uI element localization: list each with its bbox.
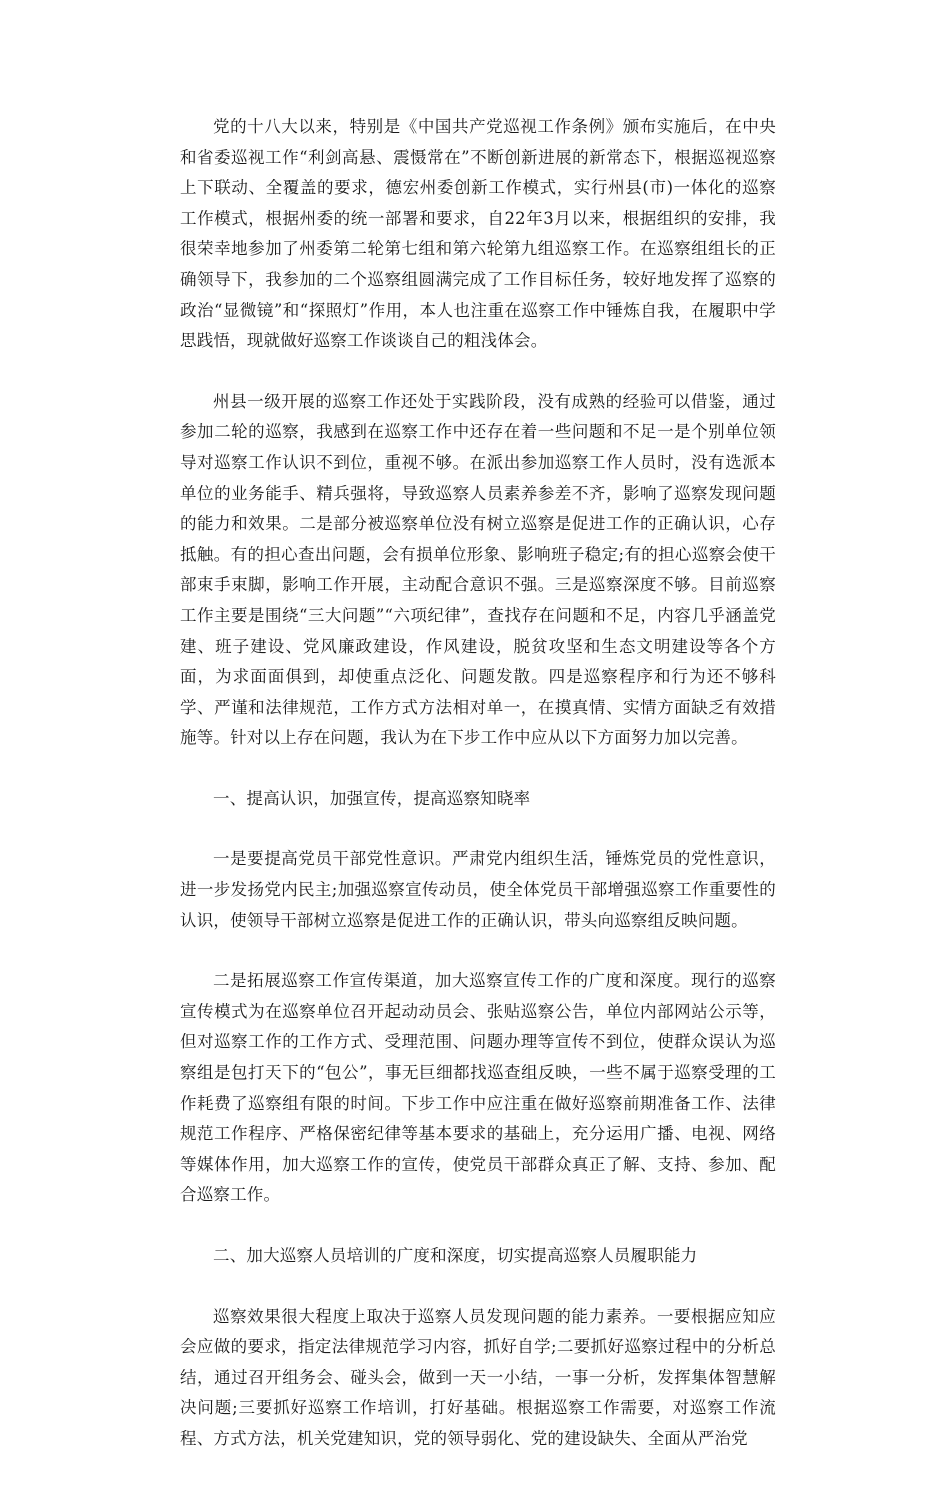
paragraph-point-2: 二是拓展巡察工作宣传渠道，加大巡察宣传工作的广度和深度。现行的巡察宣传模式为在巡察单位召开起动动员会、张贴巡察公告，单位内部网站公示等，但对巡察工作的工作方式、受理范围、问题办理等宣传不到位，使群众误认为巡察组是包打天下的“包公”，事无巨细都找巡查组反映，一些不属于巡察受理的工作耗费了巡察组有限的时间。下步工作中应注重在做好巡察前期准备工作、法律规范工作程序、严格保密纪律等基本要求的基础上，充分运用广播、电视、网络等媒体作用，加大巡察工作的宣传，使党员干部群众真正了解、支持、参加、配合巡察工作。 <box>180 971 776 1205</box>
paragraph-point-1: 一是要提高党员干部党性意识。严肃党内组织生活，锤炼党员的党性意识，进一步发扬党内民主;加强巡察宣传动员，使全体党员干部增强巡察工作重要性的认识，使领导干部树立巡察是促进工作的正确认识，带头向巡察组反映问题。 <box>180 849 776 930</box>
section-heading-1: 一、提高认识，加强宣传，提高巡察知晓率 <box>213 788 531 808</box>
paragraph-problems: 州县一级开展的巡察工作还处于实践阶段，没有成熟的经验可以借鉴，通过参加二轮的巡察，我感到在巡察工作中还存在着一些问题和不足一是个别单位领导对巡察工作认识不到位，重视不够。在派出参加巡察工作人员时，没有选派本单位的业务能手、精兵强将，导致巡察人员素养参差不齐，影响了巡察发现问题的能力和效果。二是部分被巡察单位没有树立巡察是促进工作的正确认识，心存抵触。有的担心查出问题，会有损单位形象、影响班子稳定;有的担心巡察会使干部束手束脚，影响工作开展，主动配合意识不强。三是巡察深度不够。目前巡察工作主要是围绕“三大问题”“六项纪律”，查找存在问题和不足，内容几乎涵盖党建、班子建设、党风廉政建设，作风建设，脱贫攻坚和生态文明建设等各个方面，为求面面俱到，却使重点泛化、问题发散。四是巡察程序和行为还不够科学、严谨和法律规范，工作方式方法相对单一，在摸真情、实情方面缺乏有效措施等。针对以上存在问题，我认为在下步工作中应从以下方面努力加以完善。 <box>180 391 776 748</box>
document-body <box>180 112 776 1485</box>
paragraph-intro: 党的十八大以来，特别是《中国共产党巡视工作条例》颁布实施后，在中央和省委巡视工作“利剑高悬、震慑常在”不断创新进展的新常态下，根据巡视巡察上下联动、全覆盖的要求，德宏州委创新工作模式，实行州县(市)一体化的巡察工作模式，根据州委的统一部署和要求，自22年3月以来，根据组织的安排，我很荣幸地参加了州委第二轮第七组和第六轮第九组巡察工作。在巡察组组长的正确领导下，我参加的二个巡察组圆满完成了工作目标任务，较好地发挥了巡察的政治“显微镜”和“探照灯”作用，本人也注重在巡察工作中锤炼自我，在履职中学思践悟，现就做好巡察工作谈谈自己的粗浅体会。 <box>180 117 776 351</box>
section-heading-2: 二、加大巡察人员培训的广度和深度，切实提高巡察人员履职能力 <box>213 1246 698 1265</box>
paragraph-training: 巡察效果很大程度上取决于巡察人员发现问题的能力素养。一要根据应知应会应做的要求，指定法律规范学习内容，抓好自学;二要抓好巡察过程中的分析总结，通过召开组务会、碰头会，做到一天一小结，一事一分析，发挥集体智慧解决问题;三要抓好巡察工作培训，打好基础。根据巡察工作需要，对巡察工作流程、方式方法，机关党建知识，党的领导弱化、党的建设缺失、全面从严治党 <box>180 1306 776 1448</box>
